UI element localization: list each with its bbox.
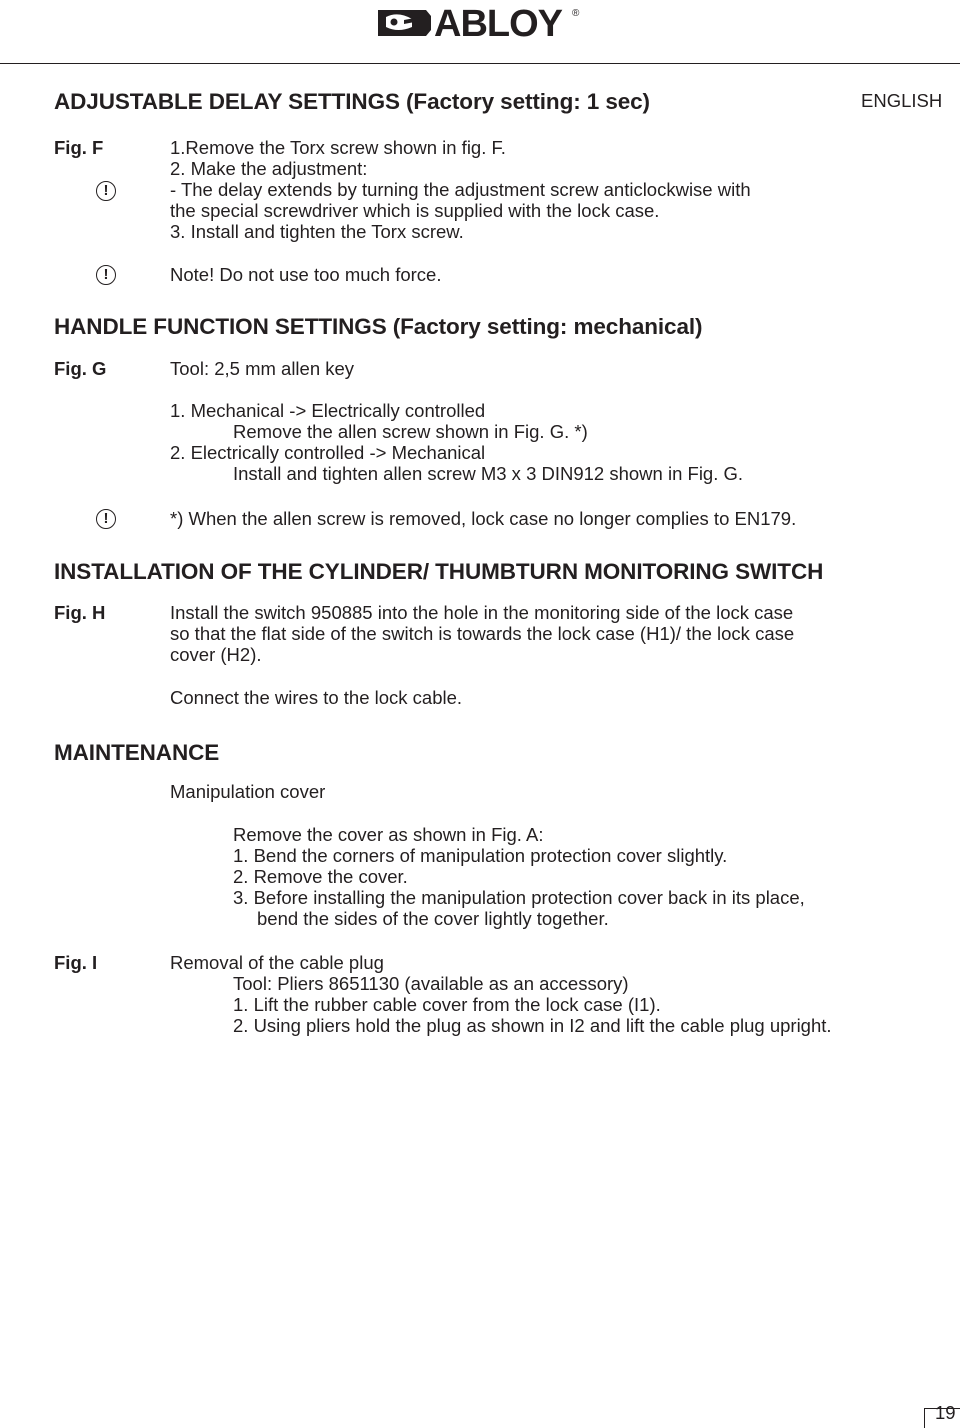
maintenance-subtitle: Manipulation cover — [170, 781, 326, 802]
registered-mark: ® — [572, 8, 580, 19]
removal-tool: Tool: Pliers 8651130 (available as an accessory) — [233, 973, 629, 994]
installation-line: so that the flat side of the switch is towards the lock case (H1)/ the lock case — [170, 623, 795, 644]
fig-i-label: Fig. I — [54, 952, 98, 973]
handle-step: 2. Electrically controlled -> Mechanical — [170, 442, 486, 463]
warning-icon: ! — [96, 181, 116, 201]
language-label: ENGLISH — [861, 90, 943, 111]
fig-g-label: Fig. G — [54, 358, 107, 379]
installation-connect: Connect the wires to the lock cable. — [170, 687, 463, 708]
handle-tool: Tool: 2,5 mm allen key — [170, 358, 355, 379]
delay-line: the special screwdriver which is supplied with the lock case. — [170, 200, 660, 221]
maintenance-step: 2. Remove the cover. — [233, 866, 408, 887]
delay-line: 3. Install and tighten the Torx screw. — [170, 221, 464, 242]
header-rule — [0, 63, 960, 64]
maintenance-step: 3. Before installing the manipulation protection cover back in its place, — [233, 887, 805, 908]
installation-line: cover (H2). — [170, 644, 262, 665]
removal-title: Removal of the cable plug — [170, 952, 384, 973]
delay-line: 2. Make the adjustment: — [170, 158, 368, 179]
delay-line: - The delay extends by turning the adjustment screw anticlockwise with — [170, 179, 751, 200]
page-number: 19 — [935, 1402, 956, 1423]
abloy-logo — [376, 2, 582, 42]
fig-h-label: Fig. H — [54, 602, 106, 623]
abloy-wordmark: ABLOY — [434, 3, 562, 42]
removal-step: 2. Using pliers hold the plug as shown in I2 and lift the cable plug upright. — [233, 1015, 832, 1036]
section-title-handle: HANDLE FUNCTION SETTINGS (Factory setting: mechanical) — [54, 314, 703, 339]
fig-f-label: Fig. F — [54, 137, 104, 158]
delay-note: Note! Do not use too much force. — [170, 264, 442, 285]
maintenance-step-cont: bend the sides of the cover lightly together. — [257, 908, 609, 929]
abloy-key-icon — [378, 10, 431, 36]
maintenance-intro: Remove the cover as shown in Fig. A: — [233, 824, 544, 845]
section-title-installation: INSTALLATION OF THE CYLINDER/ THUMBTURN MONITORING SWITCH — [54, 559, 824, 584]
handle-step-detail: Remove the allen screw shown in Fig. G. *) — [233, 421, 588, 442]
handle-step-detail: Install and tighten allen screw M3 x 3 DIN912 shown in Fig. G. — [233, 463, 744, 484]
section-title-maintenance: MAINTENANCE — [54, 740, 220, 765]
maintenance-step: 1. Bend the corners of manipulation protection cover slightly. — [233, 845, 728, 866]
handle-step: 1. Mechanical -> Electrically controlled — [170, 400, 486, 421]
handle-footnote: *) When the allen screw is removed, lock case no longer complies to EN179. — [170, 508, 797, 529]
section-title-delay: ADJUSTABLE DELAY SETTINGS (Factory setting: 1 sec) — [54, 89, 650, 114]
warning-icon: ! — [96, 265, 116, 285]
warning-icon: ! — [96, 509, 116, 529]
installation-line: Install the switch 950885 into the hole in the monitoring side of the lock case — [170, 602, 794, 623]
removal-step: 1. Lift the rubber cable cover from the lock case (I1). — [233, 994, 661, 1015]
delay-line: 1.Remove the Torx screw shown in fig. F. — [170, 137, 506, 158]
